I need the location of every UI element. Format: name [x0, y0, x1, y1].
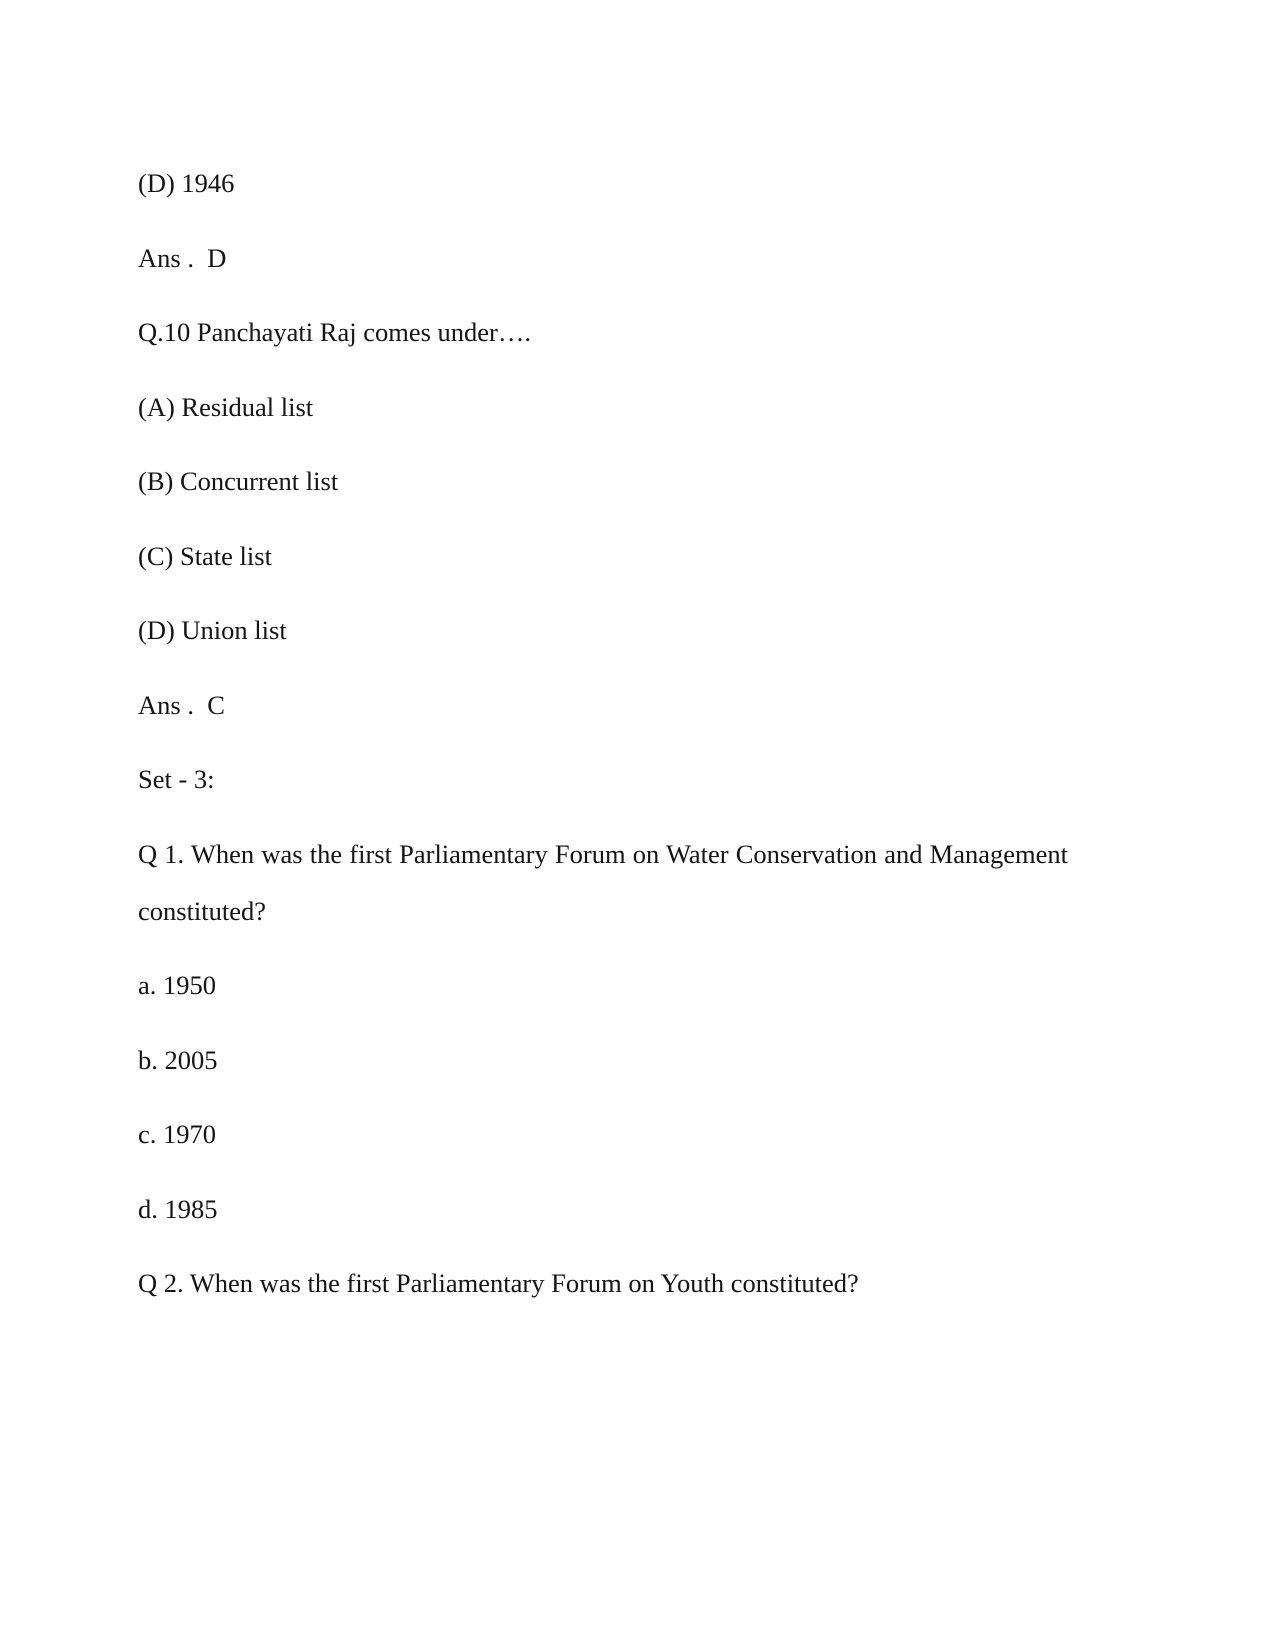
set3-question-1-option-c: c. 1970 — [138, 1119, 217, 1149]
answer-line-q9: Ans . D — [138, 242, 227, 273]
set3-question-1-option-a: a. 1950 — [138, 970, 217, 1000]
page-text-body — [138, 155, 1075, 1330]
set3-question-1-stem: Q 1. When was the first Parliamentary Forum on Water Conservation and Management constituted? — [138, 838, 1075, 926]
answer-line-q10: Ans . C — [138, 689, 225, 720]
question-10-option-c: (C) State list — [138, 540, 272, 571]
question-10-option-d: (D) Union list — [138, 615, 287, 645]
set3-question-2-stem: Q 2. When was the first Parliamentary Forum on Youth constituted? — [138, 1268, 859, 1298]
answer-option-d-1946: (D) 1946 — [138, 168, 235, 198]
question-10-option-b: (B) Concurrent list — [138, 466, 339, 496]
question-10-stem: Q.10 Panchayati Raj comes under…. — [138, 317, 531, 347]
set-3-heading: Set - 3: — [138, 764, 215, 794]
set3-question-1-option-d: d. 1985 — [138, 1193, 218, 1224]
set3-question-1-option-b: b. 2005 — [138, 1044, 218, 1075]
question-10-option-a: (A) Residual list — [138, 391, 314, 422]
